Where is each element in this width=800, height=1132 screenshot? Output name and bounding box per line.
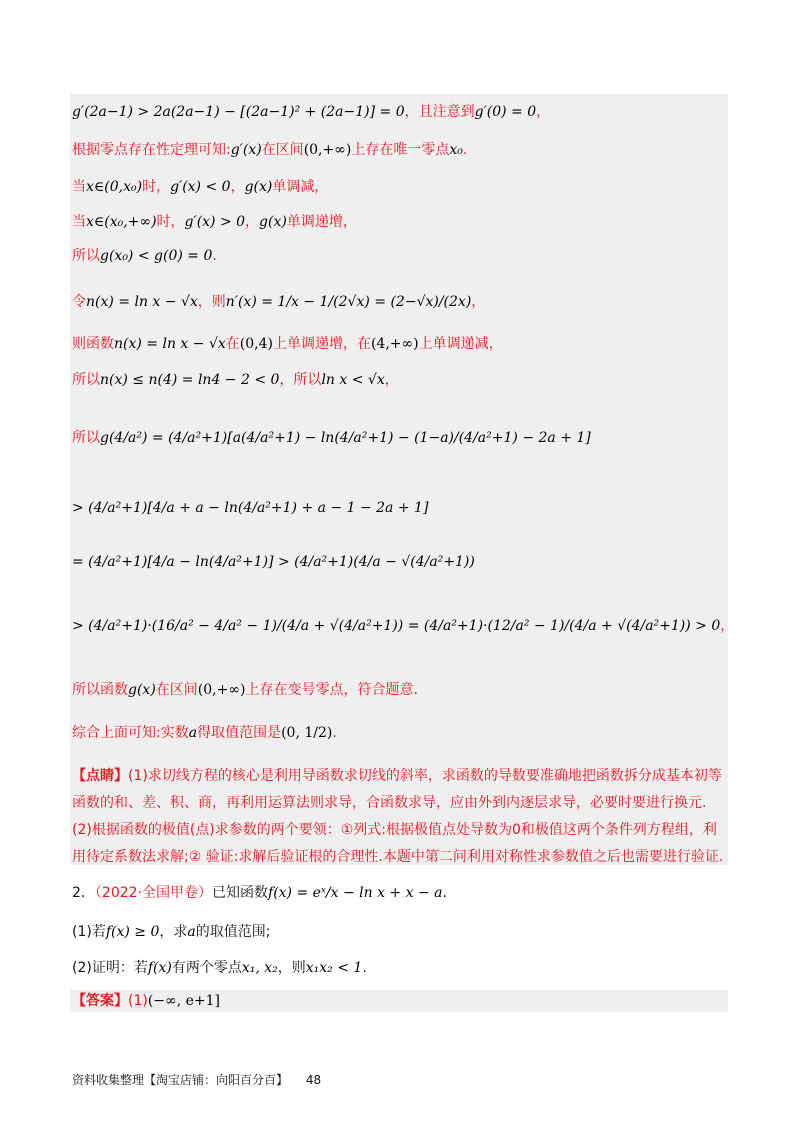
expression: x∈(x₀,+∞) — [86, 214, 157, 230]
text: ， — [245, 214, 260, 230]
expression: x∈(0,x₀) — [86, 179, 143, 195]
expression: g(x) — [244, 179, 273, 195]
expression: = (4/a²+1)[4/a − ln(4/a²+1)] > (4/a²+1)(4/a − √(4/a²+1)) — [72, 554, 475, 570]
text: 有两个零点 — [171, 960, 242, 976]
expression: n(x) = ln x − √x — [114, 336, 226, 352]
text: 时， — [156, 214, 185, 230]
solution-line-3 — [72, 177, 328, 197]
expression: f(x) ≥ 0 — [105, 924, 160, 940]
solution-line-1 — [72, 102, 550, 122]
text: 上存在变号零点，符合题意. — [245, 682, 418, 698]
problem-2-stem — [72, 883, 447, 903]
expression: g′(0) = 0 — [474, 104, 537, 120]
inequality-expression: g′(2a−1) > 2a(2a−1) − [(2a−1)² + (2a−1)] = 0 — [72, 104, 405, 120]
text: ，求 — [159, 924, 188, 940]
expression: g(x) — [128, 682, 156, 698]
page-footer — [72, 1071, 321, 1088]
problem-source: （2022·全国甲卷） — [94, 885, 213, 901]
expression: a — [188, 725, 198, 741]
expression: x₁x₂ < 1 — [305, 960, 363, 976]
expression: > (4/a²+1)·(16/a² − 4/a² − 1)/(4/a + √(4/a²+1)) = (4/a²+1)·(12/a² − 1)/(4/a + √(4/a²+1)) > 0 — [72, 618, 721, 634]
derivative-expression: n′(x) = 1/x − 1/(2√x) = (2−√x)/(2x) — [225, 294, 472, 310]
expression: g′(x) < 0 — [170, 179, 231, 195]
text: 上存在唯一零点 — [351, 142, 450, 158]
text: ， — [471, 294, 486, 310]
problem-number: 2． — [72, 885, 95, 901]
tip-label: 【点睛】 — [72, 768, 128, 784]
solution-line-4 — [72, 212, 357, 232]
text: (1) — [128, 993, 148, 1009]
text: 根据零点存在性定理可知: — [72, 142, 231, 158]
text: . — [462, 142, 468, 158]
solution-line-7 — [72, 334, 503, 354]
question-2 — [72, 958, 367, 978]
interval: (4,+∞) — [370, 336, 419, 352]
solution-line-5 — [72, 246, 217, 266]
text: 单调减， — [272, 179, 329, 195]
tip-text: (2)根据函数的极值(点)求参数的两个要领：①列式:根据极值点处导数为0和极值这两个条件列方程组，利用待定系数法求解;② 验证:求解后验证根的合理性.本题中第二问利用对称性求参数值之后也需要进行验证. — [72, 822, 724, 865]
text: ， — [720, 618, 735, 634]
interval: (0,+∞) — [197, 682, 246, 698]
text: 所以 — [72, 372, 100, 388]
expression: x₁, x₂ — [241, 960, 278, 976]
expression: g(x) — [259, 214, 287, 230]
answer-label: 【答案】 — [72, 993, 128, 1009]
text: (2)证明：若 — [72, 960, 148, 976]
tip-section — [72, 763, 726, 871]
tip-paragraph-2 — [72, 817, 726, 871]
text: 在区间 — [261, 142, 304, 158]
expression: x₀ — [449, 142, 463, 158]
text: 得取值范围是 — [197, 725, 282, 741]
expression: g(x₀) < g(0) = 0 — [100, 248, 213, 264]
text: 上单调递增，在 — [272, 336, 371, 352]
solution-line-8 — [72, 370, 399, 390]
tip-paragraph-1 — [72, 763, 726, 817]
solution-background — [70, 94, 728, 865]
expression: g′(x) — [230, 142, 262, 158]
text: 当 — [72, 214, 86, 230]
text: 则函数 — [72, 336, 114, 352]
expression: ln x < √x — [321, 372, 385, 388]
interval: (0,4) — [239, 336, 273, 352]
text: (1)若 — [72, 924, 106, 940]
text: ，且注意到 — [404, 104, 475, 120]
text: 综合上面可知:实数 — [72, 725, 189, 741]
text: ， — [384, 372, 399, 388]
expression: f(x) — [147, 960, 172, 976]
solution-line-10 — [72, 498, 428, 518]
interval: (0, 1/2) — [281, 725, 333, 741]
text: 时， — [142, 179, 171, 195]
text: . — [442, 885, 447, 901]
text: ，所以 — [279, 372, 322, 388]
text: ，则 — [277, 960, 306, 976]
text: . — [362, 960, 367, 976]
question-1 — [72, 922, 270, 942]
text: ， — [536, 104, 551, 120]
text: 上单调递减， — [418, 336, 503, 352]
expression: > (4/a²+1)[4/a + a − ln(4/a²+1) + a − 1 − 2a + 1] — [72, 500, 429, 516]
answer-interval: (−∞, e+1] — [147, 993, 220, 1009]
text: 单调递增， — [286, 214, 357, 230]
text: . — [212, 248, 217, 264]
tip-text: (1)求切线方程的核心是利用导函数求切线的斜率，求函数的导数要准确地把函数拆分成基本初等函数的和、差、积、商，再利用运算法则求导，合函数求导，应由外到内逐层求导，必要时要进行换元. — [72, 768, 722, 811]
solution-line-11 — [72, 552, 475, 572]
expression: g(4/a²) = (4/a²+1)[a(4/a²+1) − ln(4/a²+1) − (1−a)/(4/a²+1) − 2a + 1] — [100, 430, 591, 446]
footer-text: 资料收集整理【淘宝店铺：向阳百分百】 — [72, 1073, 289, 1087]
page-number: 48 — [305, 1073, 322, 1087]
text: 在 — [225, 336, 240, 352]
expression: a — [187, 924, 196, 940]
answer-line — [72, 991, 220, 1011]
text: 所以 — [72, 248, 100, 264]
solution-line-9 — [72, 428, 591, 448]
text: 当 — [72, 179, 86, 195]
text: . — [332, 725, 337, 741]
text: 在区间 — [155, 682, 198, 698]
text: 已知函数 — [212, 885, 269, 901]
solution-line-12 — [72, 616, 734, 636]
solution-line-2 — [72, 140, 467, 160]
solution-line-13 — [72, 680, 418, 700]
interval: (0,+∞) — [303, 142, 352, 158]
text: 的取值范围; — [195, 924, 271, 940]
solution-line-6 — [72, 292, 485, 312]
text: 所以函数 — [72, 682, 128, 698]
text: 所以 — [72, 430, 100, 446]
expression: n(x) = ln x − √x — [86, 294, 198, 310]
text: ， — [230, 179, 245, 195]
text: 令 — [72, 294, 86, 310]
function-expression: f(x) = eˣ/x − ln x + x − a — [268, 885, 443, 901]
text: ，则 — [197, 294, 226, 310]
solution-line-14 — [72, 723, 337, 743]
expression: g′(x) > 0 — [184, 214, 246, 230]
expression: n(x) ≤ n(4) = ln4 − 2 < 0 — [100, 372, 280, 388]
